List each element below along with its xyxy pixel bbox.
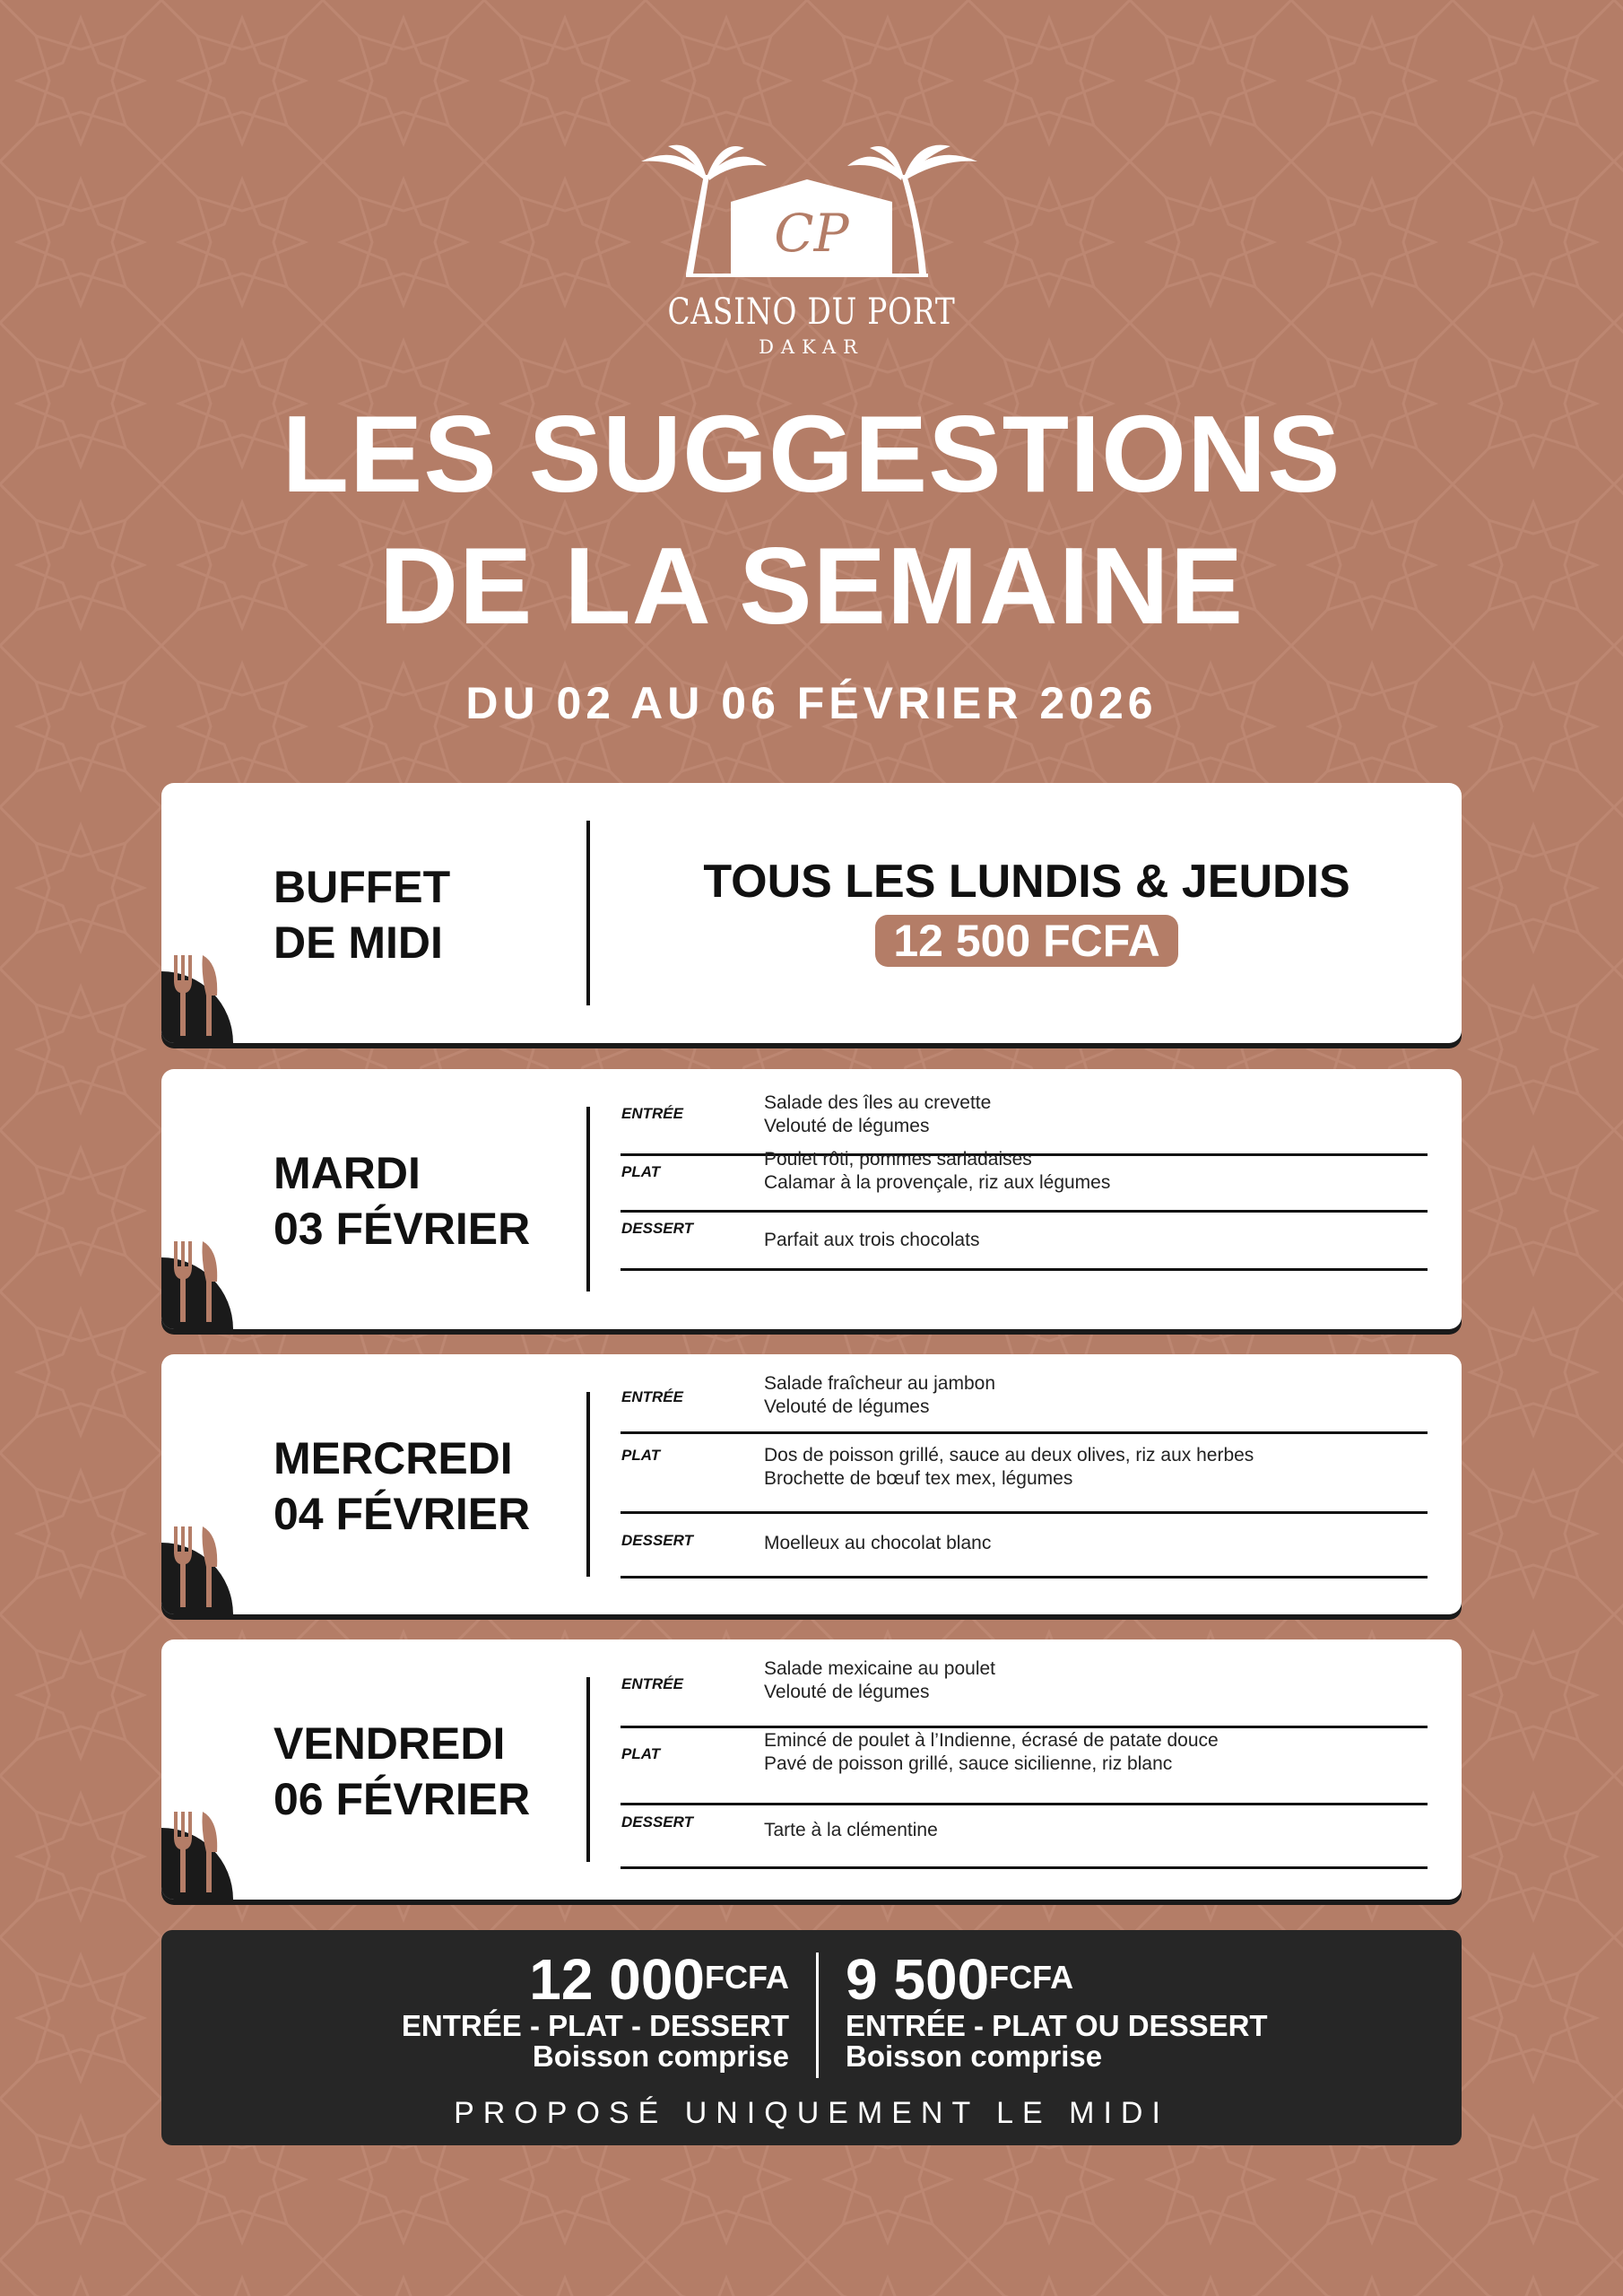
buffet-label: BUFFET DE MIDI <box>273 862 451 968</box>
formula-full <box>402 1948 789 2072</box>
formula-full-price: 12 $000^{FCFA}$ <box>529 1947 789 2012</box>
menu-item: Emincé de poulet à l’Indienne, écrasé de patate douce <box>764 1730 1219 1751</box>
course-label: DESSERT <box>621 1813 693 1831</box>
course-rule <box>621 1210 1428 1213</box>
menu-item: Salade des îles au crevette <box>764 1092 992 1113</box>
menu-item: Calamar à la provençale, riz aux légumes <box>764 1172 1111 1193</box>
logo-city: DAKAR <box>759 336 864 358</box>
course-label: ENTRÉE <box>621 1388 683 1405</box>
day-card <box>161 1639 1462 1900</box>
card-divider <box>586 1392 590 1577</box>
buffet-days: TOUS LES LUNDIS & JEUDIS <box>703 856 1350 908</box>
card-divider <box>586 1677 590 1862</box>
formula-divider <box>816 1952 819 2078</box>
menu-item: Velouté de légumes <box>764 1682 930 1702</box>
course-label: DESSERT <box>621 1532 693 1549</box>
course-items <box>764 1444 1254 1491</box>
logo-brand-name: CASINO DU PORT <box>667 291 956 333</box>
course-label: PLAT <box>621 1447 661 1464</box>
fork-knife-icon <box>172 1526 221 1607</box>
course-items <box>764 1148 1110 1195</box>
menu-item: Dos de poisson grillé, sauce au deux olives, riz aux herbes <box>764 1445 1254 1465</box>
course-rule <box>621 1803 1428 1805</box>
buffet-price-badge: 12 500 FCFA <box>875 915 1178 967</box>
fork-knife-icon <box>172 1812 221 1892</box>
course-label: PLAT <box>621 1163 661 1180</box>
lunch-only-note: PROPOSÉ UNIQUEMENT LE MIDI <box>454 2096 1169 2130</box>
course-rule <box>621 1511 1428 1514</box>
formula-full-note: Boisson comprise <box>532 2039 789 2073</box>
formula-full-description: ENTRÉE - PLAT - DESSERT <box>401 2009 789 2042</box>
menu-item: Velouté de légumes <box>764 1396 930 1417</box>
menu-item: Moelleux au chocolat blanc <box>764 1533 992 1553</box>
day-label: VENDREDI 06 FÉVRIER <box>273 1718 531 1824</box>
fork-knife-icon <box>172 955 221 1036</box>
menu-item: Pavé de poisson grillé, sauce sicilienne, riz blanc <box>764 1753 1173 1774</box>
course-items <box>764 1819 938 1842</box>
formula-short-price: 9 $500^{FCFA}$ <box>846 1947 1074 2012</box>
title-line-2: DE LA SEMAINE <box>378 525 1245 647</box>
course-rule <box>621 1866 1428 1869</box>
course-label: ENTRÉE <box>621 1105 683 1122</box>
buffet-card <box>161 783 1462 1043</box>
course-items <box>764 1372 995 1419</box>
course-label: PLAT <box>621 1745 661 1762</box>
card-divider <box>586 821 590 1005</box>
menu-item: Brochette de bœuf tex mex, légumes <box>764 1468 1073 1489</box>
formula-price-bar <box>161 1930 1462 2145</box>
formula-short-note: Boisson comprise <box>846 2039 1103 2073</box>
course-rule <box>621 1576 1428 1578</box>
menu-item: Parfait aux trois chocolats <box>764 1230 980 1250</box>
casino-logo <box>632 139 991 363</box>
course-rule <box>621 1431 1428 1434</box>
day-card <box>161 1354 1462 1614</box>
course-label: ENTRÉE <box>621 1675 683 1692</box>
menu-item: Tarte à la clémentine <box>764 1820 938 1840</box>
day-card <box>161 1069 1462 1329</box>
day-label: MARDI 03 FÉVRIER <box>273 1148 531 1254</box>
menu-item: Velouté de légumes <box>764 1116 930 1136</box>
palm-house-logo-icon <box>632 139 991 291</box>
course-label: DESSERT <box>621 1220 693 1237</box>
course-rule <box>621 1726 1428 1728</box>
menu-item: Salade mexicaine au poulet <box>764 1658 996 1679</box>
course-items <box>764 1229 979 1252</box>
course-items <box>764 1091 991 1138</box>
menu-item: Salade fraîcheur au jambon <box>764 1373 995 1394</box>
day-label: MERCREDI 04 FÉVRIER <box>273 1433 531 1539</box>
formula-short <box>846 1948 1268 2072</box>
card-divider <box>586 1107 590 1292</box>
logo-monogram: CP <box>774 203 849 264</box>
course-items <box>764 1657 995 1704</box>
course-rule <box>621 1268 1428 1271</box>
title-line-1: LES SUGGESTIONS <box>282 393 1341 515</box>
date-range: DU 02 AU 06 FÉVRIER 2026 <box>465 678 1158 728</box>
fork-knife-icon <box>172 1241 221 1322</box>
course-items <box>764 1532 991 1555</box>
formula-short-description: ENTRÉE - PLAT OU DESSERT <box>846 2009 1268 2042</box>
menu-item: Poulet rôti, pommes sarladaises <box>764 1149 1032 1170</box>
course-items <box>764 1729 1219 1776</box>
